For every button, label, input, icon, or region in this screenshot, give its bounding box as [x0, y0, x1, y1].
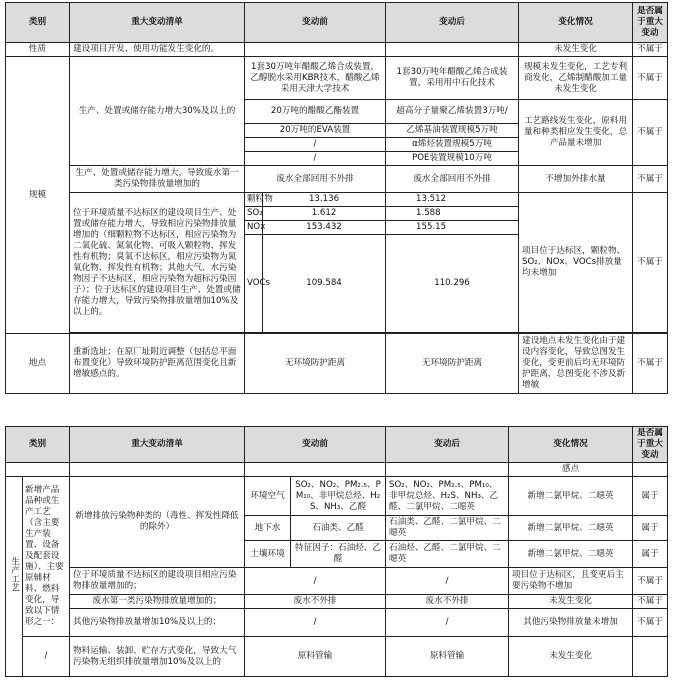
row-wastewater-class1 [6, 595, 668, 609]
wastewater-class1-before: 废水不外排 [245, 595, 386, 609]
soil-after: 石油烃、乙醛、二氯甲烷、二噁英 [386, 541, 509, 568]
table-2-header-row [6, 427, 668, 463]
row-other-pollutants [6, 609, 668, 637]
soil-change: 新增二氯甲烷、二噁英 [509, 541, 633, 568]
wastewater-before: 废水全部回用不外排 [245, 166, 386, 193]
wastewater-class1-after: 废水不外排 [386, 595, 509, 609]
medium-soil: 土壤环境 [245, 541, 291, 568]
header-is-major: 是否属于重大变动 [633, 3, 668, 43]
location-major: 不属于 [633, 334, 668, 394]
row-capacity-1 [6, 57, 668, 100]
air-before: SO₂、NO₂、PM₂.₅、PM₁₀、非甲烷总烃、H₂S、NH₃、乙醛 [291, 477, 386, 516]
nonattainment-before: / [245, 568, 386, 595]
soil-before: 特征因子：石油烃、乙醛 [291, 541, 386, 568]
capacity-r1-major: 不属于 [633, 57, 668, 100]
row-pollutant-pm [6, 193, 668, 207]
header-major-change-list: 重大变动清单 [70, 3, 245, 43]
capacity-item: 生产、处置或储存能力增大30%及以上的 [70, 57, 245, 166]
capacity-r3-after: 乙烯基油装置规模5万吨 [386, 124, 519, 138]
wastewater-after: 废水全部回用不外排 [386, 166, 519, 193]
groundwater-after: 石油类、乙醛、二氯甲烷、二噁英 [386, 516, 509, 541]
soil-major: 属于 [633, 541, 668, 568]
capacity-r5-before: / [245, 152, 386, 166]
pollutant-nox-name: NOx [245, 221, 263, 235]
other-pollutants-after: / [386, 609, 509, 637]
row-location [6, 334, 668, 394]
t2-header-before: 变动前 [245, 427, 386, 463]
capacity-r2-before: 20万吨的醋酸乙酯装置 [245, 100, 386, 124]
category-nature: 性质 [6, 43, 70, 57]
row-transport [6, 637, 668, 677]
other-pollutants-major: 不属于 [633, 609, 668, 637]
pollutant-so2-before: 1.612 [263, 207, 386, 221]
pollutant-nox-before: 153.432 [263, 221, 386, 235]
nonattainment-item: 位于环境质量不达标区的建设项目相应污染物排放量增加的； [70, 568, 245, 595]
other-pollutants-before: / [245, 609, 386, 637]
pollutant-so2-after: 1.588 [386, 207, 519, 221]
nonattainment-major: 不属于 [633, 568, 668, 595]
header-before: 变动前 [245, 3, 386, 43]
location-change: 建设地点未发生变化由于建设内容变化，导致总图发生变化，变更前后均无环境防护距离，总图变化不涉及新增敏 [519, 334, 633, 394]
capacity-r2-major: 不属于 [633, 100, 668, 166]
air-after: SO₂、NO₂、PM₂.₅、PM₁₀、非甲烷总烃、H₂S、NH₃、乙醛、二氯甲烷、二噁英 [386, 477, 509, 516]
groundwater-major: 属于 [633, 516, 668, 541]
table-gap [0, 404, 675, 424]
category-scale: 规模 [6, 57, 70, 334]
header-category: 类别 [6, 3, 70, 43]
air-major: 属于 [633, 477, 668, 516]
location-after: 无环境防护距离 [386, 334, 519, 394]
nature-change: 未发生变化 [519, 43, 633, 57]
nonattainment-after: / [386, 568, 509, 595]
pollutant-pm-before: 13.136 [263, 193, 386, 207]
other-pollutants-change: 其他污染物排放量未增加 [509, 609, 633, 637]
medium-air: 环境空气 [245, 477, 291, 516]
pollutant-vocs-before: 109.584 [263, 235, 386, 333]
location-before: 无环境防护距离 [245, 334, 386, 394]
groundwater-change: 新增二氯甲烷、二噁英 [509, 516, 633, 541]
wastewater-major: 不属于 [633, 166, 668, 193]
table-1-header-row [6, 3, 668, 43]
category-location: 地点 [6, 334, 70, 394]
t2-continuation-row [6, 463, 668, 477]
change-table-1 [5, 2, 668, 394]
row-nature [6, 43, 668, 57]
capacity-r4-after: α烯烃装置规模5万吨 [386, 138, 519, 152]
row-wastewater [6, 166, 668, 193]
transport-change: 未发生变化 [509, 637, 633, 677]
pollutant-pm-name: 颗粒物 [245, 193, 263, 207]
air-change: 新增二氯甲烷、二噁英 [509, 477, 633, 516]
pollutant-nox-after: 155.15 [386, 221, 519, 235]
capacity-r3-before: 20万吨的EVA装置 [245, 124, 386, 138]
pollutants-change: 项目位于达标区，颗粒物、SO₂、NOx、VOCs排放量均未增加 [519, 193, 633, 333]
t2-header-major-change-list: 重大变动清单 [70, 427, 245, 463]
t2-header-is-major: 是否属于重大变动 [633, 427, 668, 463]
process-sub-condition: 新增产品品种或生产工艺（含主要生产装置、设备及配套设施）、主要原辅材料、燃料变化，导致以下情形之一： [23, 477, 70, 637]
transport-sub: / [23, 637, 70, 677]
pollutant-so2-name: SO₂ [245, 207, 263, 221]
capacity-r5-after: POE装置规模10万吨 [386, 152, 519, 166]
row-air [6, 477, 668, 516]
pollutants-major: 不属于 [633, 193, 668, 333]
continuation-text: 感点 [509, 463, 633, 477]
capacity-r2-after: 超高分子量聚乙烯装置3万吨/ [386, 100, 519, 124]
transport-before: 原料管输 [245, 637, 386, 677]
transport-item: 物料运输、装卸、贮存方式变化，导致大气污染物无组织排放量增加10%及以上的 [70, 637, 245, 677]
wastewater-item: 生产、处置或储存能力增大，导致废水第一类污染物排放量增加的 [70, 166, 245, 193]
capacity-r1-before: 1套30万吨年醋酸乙烯合成装置，乙醇脱水采用KBR技术，醋酸乙烯采用天津大学技术 [245, 57, 386, 100]
wastewater-class1-item: 废水第一类污染物排放量增加的； [70, 595, 245, 609]
capacity-r1-after: 1套30万吨年醋酸乙烯合成装置，采用用中石化技术 [386, 57, 519, 100]
nature-major: 不属于 [633, 43, 668, 57]
capacity-r1-change: 规模未发生变化，工艺专利商发化，乙烯制醋酸加工量未发生变化 [519, 57, 633, 100]
transport-after: 原料管输 [386, 637, 509, 677]
header-change: 变化情况 [519, 3, 633, 43]
capacity-r2-change: 工艺路线发生变化，原料用量和种类相应发生变化，总产品量未增加 [519, 100, 633, 166]
capacity-r4-before: / [245, 138, 386, 152]
pollutant-vocs-after: 110.296 [386, 235, 519, 333]
t2-header-change: 变化情况 [509, 427, 633, 463]
change-table-2 [5, 426, 668, 677]
category-process-label: 生产工艺 [9, 557, 20, 592]
header-after: 变动后 [386, 3, 519, 43]
category-process [6, 477, 23, 677]
new-pollutant-item: 新增排放污染物种类的（毒性、挥发性降低的除外） [70, 477, 245, 568]
nature-item: 建设项目开发、使用功能发生变化的。 [70, 43, 245, 57]
pollutant-pm-after: 13.512 [386, 193, 519, 207]
t2-header-category: 类别 [6, 427, 70, 463]
wastewater-class1-change: 未发生变化 [509, 595, 633, 609]
row-nonattainment [6, 568, 668, 595]
groundwater-before: 石油类、乙醛 [291, 516, 386, 541]
location-item: 重新选址；在原厂址附近调整（包括总平面布置变化）导致环境防护距离范围变化且新增敏感点的。 [70, 334, 245, 394]
medium-groundwater: 地下水 [245, 516, 291, 541]
nonattainment-change: 项目位于达标区，且变更后主要污染物不增加 [509, 568, 633, 595]
pollutants-item: 位于环境质量不达标区的建设项目生产、处置或储存能力增大，导致相应污染物排放量增加的（细颗粒物不达标区，相应污染物为二氧化硫、氮氧化物、可吸入颗粒物、挥发性有机物；臭氧不达标区，相应污染物为氮氧化物、挥发性有机物；其他大气、水污染物因子不达标区，相应污染物为超标污染因子）；位于达标区的建设项目生产、处置或储存能力增大，导致污染物排放量增加10%及以上的。 [70, 193, 245, 333]
other-pollutants-item: 其他污染物排放量增加10%及以上的； [70, 609, 245, 637]
wastewater-class1-major: 不属于 [633, 595, 668, 609]
pollutant-vocs-name: VOCs [245, 235, 263, 333]
wastewater-change: 不增加外排水量 [519, 166, 633, 193]
t2-header-after: 变动后 [386, 427, 509, 463]
